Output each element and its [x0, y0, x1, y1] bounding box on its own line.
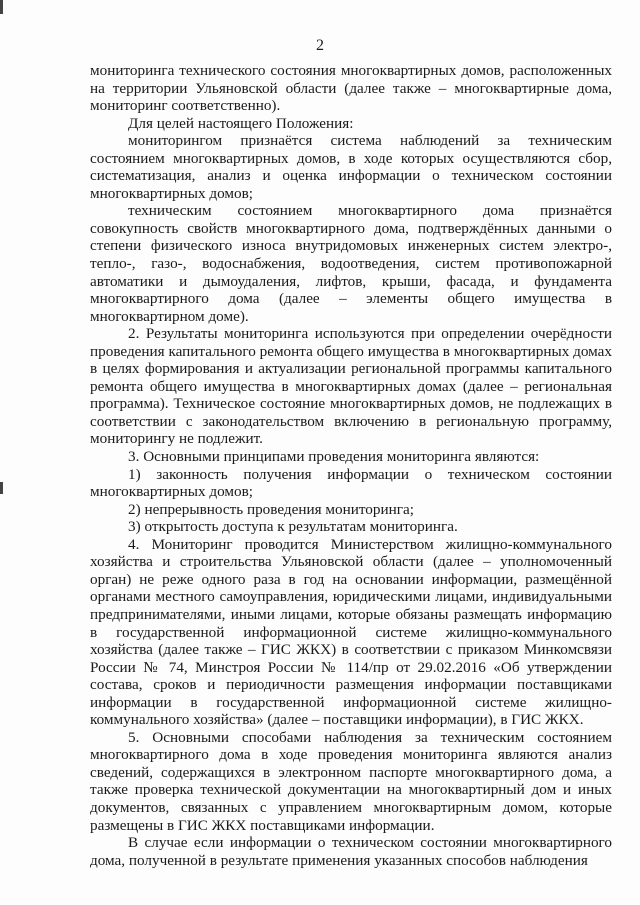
- paragraph-definitions-lead: Для целей настоящего Положения:: [128, 114, 354, 132]
- binding-mark-top: [0, 0, 3, 14]
- paragraph-principle-3: 3) открытость доступа к результатам мониторинга.: [128, 518, 458, 536]
- paragraph-item-2: 2. Результаты мониторинга используются при определении очерёдности проведения капитального ремонта общего имущества в многоквартирных домах в целях формирования и актуализации региональной программы капитального ремонта общего имущества в многоквартирных домах (далее – региональная программа). Техническое состояние многоквартирных домов, не подлежащих в соответствии с законодательством включению в региональную программу, мониторингу не подлежит.: [90, 325, 612, 448]
- paragraph-principle-2: 2) непрерывность проведения мониторинга;: [128, 500, 414, 518]
- binding-mark-middle: [0, 482, 3, 494]
- page-number: 2: [316, 37, 324, 54]
- paragraph-intro-continuation: мониторинга технического состояния многоквартирных домов, расположенных на территории Ульяновской области (далее также – многоквартирные дома, мониторинг соответственно).: [90, 62, 612, 115]
- paragraph-monitoring-definition: мониторингом признаётся система наблюдений за техническим состоянием многоквартирных домов, в ходе которых осуществляются сбор, систематизация, анализ и оценка информации о техническом состоянии многоквартирных домов;: [90, 132, 612, 202]
- paragraph-principle-1: 1) законность получения информации о техническом состоянии многоквартирных домов;: [90, 465, 612, 501]
- paragraph-technical-state-definition: техническим состоянием многоквартирного дома признаётся совокупность свойств многоквартирного дома, подтверждённых данными о степени физического износа внутридомовых инженерных систем электро-, тепло-, газо-, водоснабжения, водоотведения, систем противопожарной автоматики и дымоудаления, лифтов, крыши, фасада, и фундамента многоквартирного дома (далее – элементы общего имущества в многоквартирном доме).: [90, 202, 612, 325]
- paragraph-item-4: 4. Мониторинг проводится Министерством жилищно-коммунального хозяйства и строительства Ульяновской области (далее – уполномоченный орган) не реже одного раза в год на основании информации, размещённой органами местного самоуправления, юридическими лицами, индивидуальными предпринимателями, иными лицами, которые обязаны размещать информацию в государственной информационной системе жилищно-коммунального хозяйства (далее также – ГИС ЖКХ) в соответствии с приказом Минкомсвязи России № 74, Минстроя России № 114/пр от 29.02.2016 «Об утверждении состава, сроков и периодичности размещения информации поставщиками информации в государственной информационной системе жилищно-коммунального хозяйства» (далее – поставщики информации), в ГИС ЖКХ.: [90, 535, 612, 729]
- document-body: [90, 62, 612, 869]
- paragraph-item-3: 3. Основными принципами проведения мониторинга являются:: [128, 448, 540, 466]
- paragraph-item-5-continuation: В случае если информации о техническом состоянии многоквартирного дома, полученной в результате применения указанных способов наблюдения: [90, 834, 612, 869]
- paragraph-item-5: 5. Основными способами наблюдения за техническим состоянием многоквартирного дома в ходе проведения мониторинга являются анализ сведений, содержащихся в электронном паспорте многоквартирного дома, а также проверка технической документации на многоквартирный дом и иных документов, связанных с управлением многоквартирным домом, которые размещены в ГИС ЖКХ поставщиками информации.: [90, 728, 612, 834]
